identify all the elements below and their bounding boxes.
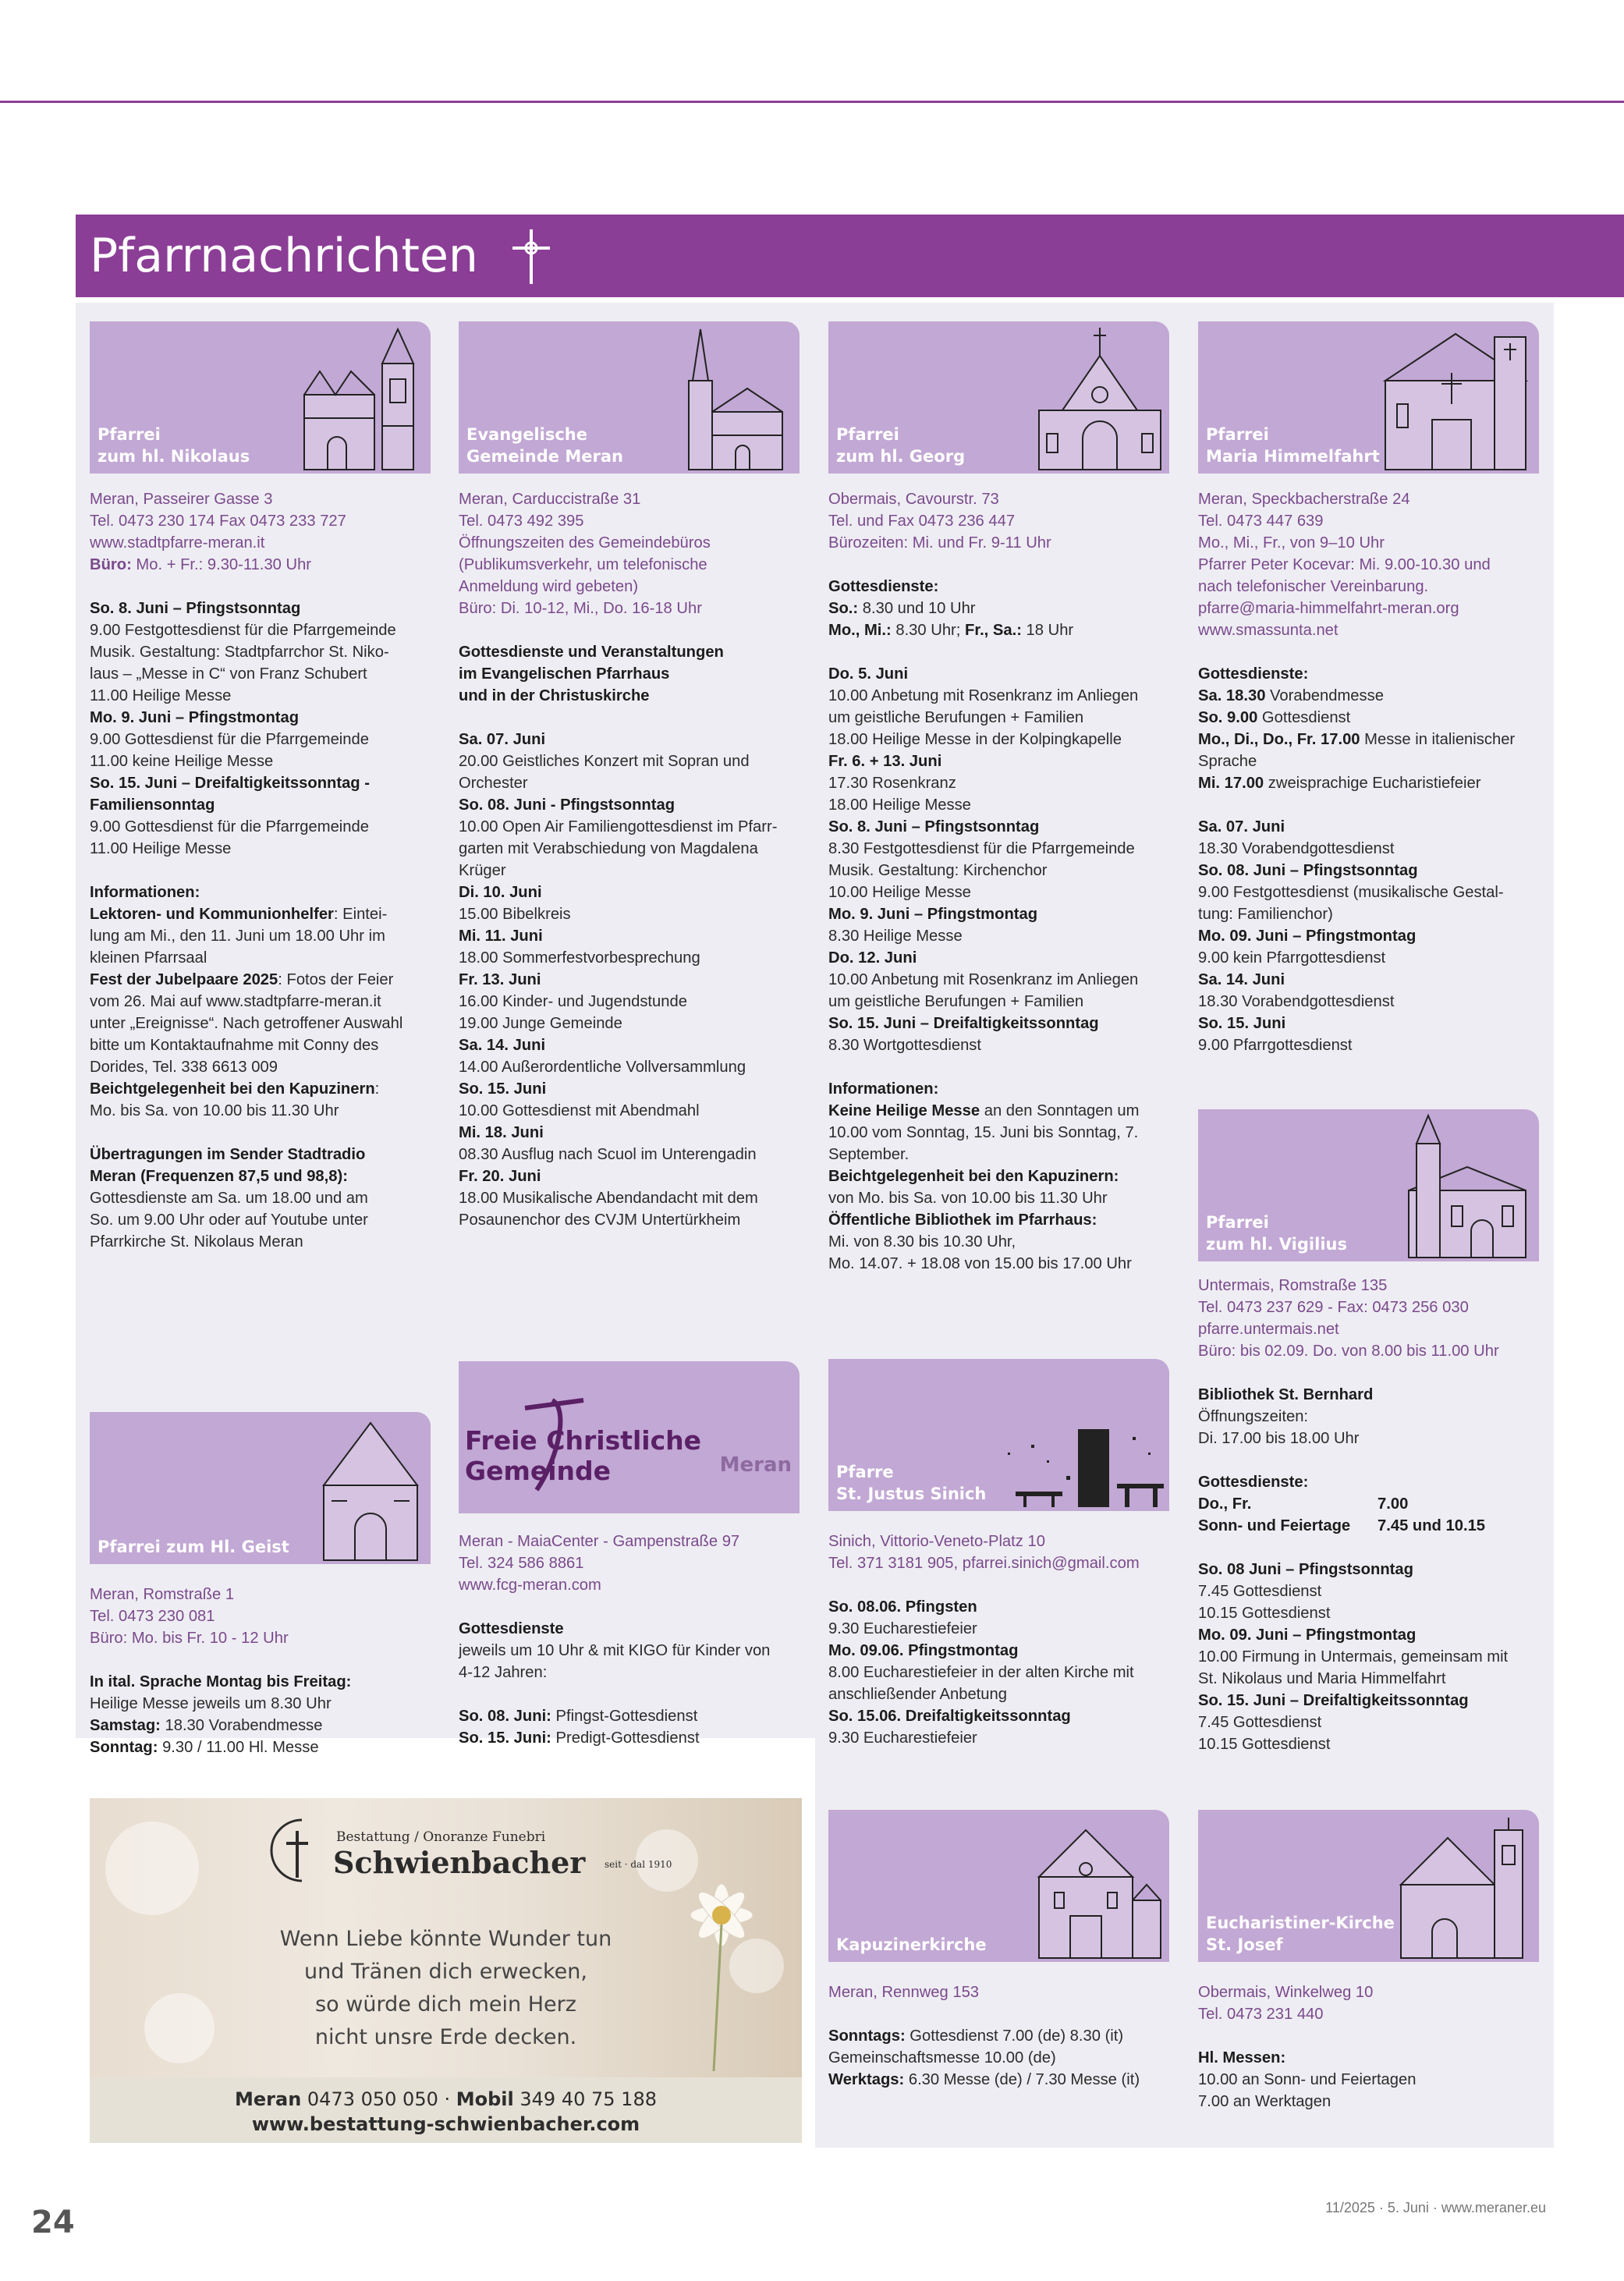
event-heading: So. 8. Juni – Pfingstsonntag <box>828 818 1040 835</box>
event-heading: So. 15. Juni – Dreifaltigkeitssonntag <box>828 1015 1099 1032</box>
card-label: Pfarrei zum hl. Nikolaus <box>98 425 250 466</box>
event-heading: Mi. 11. Juni <box>459 928 543 945</box>
card-label: Eucharistiner-Kirche St. Josef <box>1206 1914 1395 1954</box>
event-heading: So. 08. Juni - Pfingstsonntag <box>459 796 675 814</box>
event-heading: So. 08. Juni – Pfingstsonntag <box>1198 862 1418 879</box>
himmelfahrt-block: Meran, Speckbacherstraße 24 Tel. 0473 447 639 Mo., Mi., Fr., von 9–10 Uhr Pfarrer Peter Kocevar: Mi. 9.00-10.30 und nach telefonischer Vereinbarung. pfarre@maria-himmelfahrt-meran.org www.smassunta.net Gottesdienste: Sa. 18.30 Vorabendmesse So. 9.00 Gottesdienst Mo., Di., Do., Fr. 17.00 Messe in italienischer Sprache Mi. 17.00 zweisprachige Eucharistiefeier Sa. 07. Juni 18.30 Vorabendgottesdienst So. 08. Juni – Pfingstsonntag 9.00 Festgottesdienst (musikalische Gestal- tung: Familienchor) Mo. 09. Juni – Pfingstmontag 9.00 kein Pfarrgottesdienst Sa. 14. Juni 18.30 Vorabendgottesdienst So. 15. Juni 9.00 Pfarrgottesdienst <box>1198 488 1545 1056</box>
event-line: 15.00 Bibelkreis <box>459 906 571 923</box>
cross-icon <box>268 1815 322 1885</box>
justus-block: Sinich, Vittorio-Veneto-Platz 10 Tel. 371 3181 905, pfarrei.sinich@gmail.com So. 08.06. Pfingsten 9.30 Eucharestiefeier Mo. 09.06. Pfingstmontag 8.00 Eucharestiefeier in der alten Kirche mit anschließender Anbetung So. 15.06. Dreifaltigkeitssonntag 9.30 Eucharestiefeier <box>828 1531 1175 1749</box>
event-line: 10.15 Gottesdienst <box>1198 1736 1331 1753</box>
evangelisch-block: Meran, Carduccistraße 31 Tel. 0473 492 395 Öffnungszeiten des Gemeindebüros (Publikumsverkehr, um telefonische Anmeldung wird gebeten) Büro: Di. 10-12, Mi., Do. 16-18 Uhr Gottesdienste und Veranstaltungen im Evangelischen Pfarrhaus und in der Christuskirche Sa. 07. Juni 20.00 Geistliches Konzert mit Sopran und Orchester So. 08. Juni - Pfingstsonntag 10.00 Open Air Familiengottesdienst im Pfarr- garten mit Verabschiedung von Magdalena Krüger Di. 10. Juni 15.00 Bibelkreis Mi. 11. Juni 18.00 Sommerfestvorbesprechung Fr. 13. Juni 16.00 Kinder- und Jugendstunde 19.00 Junge Gemeinde Sa. 14. Juni 14.00 Außerordentliche Vollversammlung So. 15. Juni 10.00 Gottesdienst mit Abendmahl Mi. 18. Juni 08.30 Ausflug nach Scuol im Unterengadin Fr. 20. Juni 18.00 Musikalische Abendandacht mit dem Posaunenchor des CVJM Untertürkheim <box>459 488 806 1231</box>
event-line: Orchester <box>459 775 528 792</box>
church-icon <box>1031 325 1168 473</box>
card-himmelfahrt <box>1198 321 1539 474</box>
event-heading: Sa. 14. Juni <box>459 1037 546 1054</box>
page-title: Pfarrnachrichten <box>90 229 478 283</box>
event-line: 8.30 Wortgottesdienst <box>828 1037 982 1054</box>
card-fcg <box>459 1361 800 1513</box>
event-heading: So. 15. Juni <box>1198 1015 1286 1032</box>
card-nikolaus <box>90 321 431 474</box>
church-icon <box>1393 1112 1537 1261</box>
event-heading: So. 15. Juni – Dreifaltigkeitssonntag <box>1198 1692 1469 1709</box>
event-heading: So. 08 Juni – Pfingstsonntag <box>1198 1561 1413 1578</box>
page-number: 24 <box>31 2205 75 2240</box>
event-line: 10.00 Open Air Familiengottesdienst im Pfarr- <box>459 818 778 835</box>
event-line: 10.00 Anbetung mit Rosenkranz im Anliegen <box>828 687 1139 704</box>
top-rule <box>0 101 1624 103</box>
event-heading: So. 15. Juni <box>459 1080 547 1098</box>
advertisement: Bestattung / Onoranze Funebri Schwienbacher seit · dal 1910 Wenn Liebe könnte Wunder tun und Tränen dich erwecken, so würde dich mein Herz nicht unsre Erde decken. Meran 0473 050 050 · Mobil 349 40 75 188 www.bestattung-schwienbacher.com <box>90 1798 802 2143</box>
event-line: 9.00 kein Pfarrgottesdienst <box>1198 949 1386 967</box>
event-heading: Sa. 07. Juni <box>459 731 546 748</box>
georg-block: Obermais, Cavourstr. 73 Tel. und Fax 0473 236 447 Bürozeiten: Mi. und Fr. 9-11 Uhr Gottesdienste: So.: 8.30 und 10 Uhr Mo., Mi.: 8.30 Uhr; Fr., Sa.: 18 Uhr Do. 5. Juni 10.00 Anbetung mit Rosenkranz im Anliegen um geistliche Berufungen + Familien 18.00 Heilige Messe in der Kolpingkapelle Fr. 6. + 13. Juni 17.30 Rosenkranz 18.00 Heilige Messe So. 8. Juni – Pfingstsonntag 8.30 Festgottesdienst für die Pfarrgemeinde Musik. Gestaltung: Kirchenchor 10.00 Heilige Messe Mo. 9. Juni – Pfingstmontag 8.30 Heilige Messe Do. 12. Juni 10.00 Anbetung mit Rosenkranz im Anliegen um geistliche Berufungen + Familien So. 15. Juni – Dreifaltigkeitssonntag 8.30 Wortgottesdienst Informationen: Keine Heilige Messe an den Sonntagen um 10.00 vom Sonntag, 15. Juni bis Sonntag, 7. September. Beichtgelegenheit bei den Kapuzinern: von Mo. bis Sa. von 10.00 bis 11.30 Uhr Öffentliche Bibliothek im Pfarrhaus: Mi. von 8.30 bis 10.30 Uhr, Mo. 14.07. + 18.08 von 15.00 bis 17.00 Uhr <box>828 488 1175 1275</box>
card-label: Pfarrei zum Hl. Geist <box>98 1538 289 1556</box>
event-heading: Mo. 09. Juni – Pfingstmontag <box>1198 1626 1417 1644</box>
event-line: 7.45 Gottesdienst <box>1198 1714 1322 1731</box>
event-line: 8.30 Festgottesdienst für die Pfarrgemeinde <box>828 840 1135 857</box>
event-line: 8.00 Eucharestiefeier in der alten Kirche mit <box>828 1664 1134 1681</box>
event-line: 17.30 Rosenkranz <box>828 775 956 792</box>
event-line: 18.30 Vorabendgottesdienst <box>1198 993 1395 1010</box>
card-josef <box>1198 1810 1539 1962</box>
event-line: 18.00 Sommerfestvorbesprechung <box>459 949 700 967</box>
event-line: 18.30 Vorabendgottesdienst <box>1198 840 1395 857</box>
event-line: 10.00 Gottesdienst mit Abendmahl <box>459 1102 700 1119</box>
event-line: 18.00 Heilige Messe in der Kolpingkapelle <box>828 731 1122 748</box>
event-line: 10.00 Firmung in Untermais, gemeinsam mit <box>1198 1648 1509 1666</box>
event-line: 9.00 Pfarrgottesdienst <box>1198 1037 1353 1054</box>
brand-name: Schwienbacher <box>333 1845 586 1880</box>
event-line: 16.00 Kinder- und Jugendstunde <box>459 993 687 1010</box>
event-heading: Sa. 14. Juni <box>1198 971 1285 988</box>
event-line: 7.45 Gottesdienst <box>1198 1583 1322 1600</box>
event-line: Krüger <box>459 862 506 879</box>
event-heading: So. 15.06. Dreifaltigkeitssonntag <box>828 1708 1071 1725</box>
event-heading: So. 08.06. Pfingsten <box>828 1598 977 1616</box>
event-heading: Do. 5. Juni <box>828 665 909 683</box>
card-vigilius <box>1198 1109 1539 1261</box>
event-line: anschließender Anbetung <box>828 1686 1007 1703</box>
event-line: 8.30 Heilige Messe <box>828 928 963 945</box>
card-kapuziner <box>828 1810 1169 1962</box>
event-line: tung: Familienchor) <box>1198 906 1333 923</box>
card-justus <box>828 1359 1169 1511</box>
event-heading: Do. 12. Juni <box>828 949 917 967</box>
fcg-logo-sub: Meran <box>719 1453 792 1477</box>
event-heading: Sa. 07. Juni <box>1198 818 1285 835</box>
event-line: St. Nikolaus und Maria Himmelfahrt <box>1198 1670 1446 1687</box>
ad-website[interactable]: www.bestattung-schwienbacher.com <box>251 2113 640 2135</box>
geist-block: Meran, Romstraße 1 Tel. 0473 230 081 Büro: Mo. bis Fr. 10 - 12 Uhr In ital. Sprache Montag bis Freitag: Heilige Messe jeweils um 8.30 Uhr Samstag: 18.30 Vorabendmesse Sonntag: 9.30 / 11.00 Hl. Messe <box>90 1586 352 1756</box>
event-heading: Fr. 6. + 13. Juni <box>828 753 942 770</box>
church-icon <box>669 326 798 473</box>
ad-contact: Meran 0473 050 050 · Mobil 349 40 75 188 www.bestattung-schwienbacher.com <box>90 2077 802 2143</box>
event-line: 08.30 Ausflug nach Scuol im Unterengadin <box>459 1146 757 1163</box>
event-line: Musik. Gestaltung: Kirchenchor <box>828 862 1048 879</box>
church-icon <box>1393 1815 1537 1961</box>
event-heading: Di. 10. Juni <box>459 884 542 901</box>
fcg-logo-text: Freie Christliche Gemeinde <box>465 1425 702 1486</box>
card-geist <box>90 1412 431 1564</box>
kapuziner-block: Meran, Rennweg 153 Sonntags: Gottesdienst 7.00 (de) 8.30 (it) Gemeinschaftsmesse 10.00 (de) Werktags: 6.30 Messe (de) / 7.30 Messe (it) <box>828 1984 1140 2088</box>
event-line: 10.00 Anbetung mit Rosenkranz im Anliegen <box>828 971 1139 988</box>
event-line: um geistliche Berufungen + Familien <box>828 993 1084 1010</box>
card-label: Pfarre St. Justus Sinich <box>836 1463 987 1503</box>
event-line: 9.00 Festgottesdienst (musikalische Gestal- <box>1198 884 1504 901</box>
event-line: 9.30 Eucharestiefeier <box>828 1620 977 1637</box>
event-line: 9.30 Eucharestiefeier <box>828 1729 977 1747</box>
card-georg <box>828 321 1169 474</box>
event-line: Posaunenchor des CVJM Untertürkheim <box>459 1211 741 1229</box>
card-label: Pfarrei zum hl. Georg <box>836 425 966 466</box>
church-ruin-icon <box>1000 1398 1168 1511</box>
josef-block: Obermais, Winkelweg 10 Tel. 0473 231 440 Hl. Messen: 10.00 an Sonn- und Feiertagen 7.00 an Werktagen <box>1198 1984 1417 2110</box>
card-label: Pfarrei Maria Himmelfahrt <box>1206 425 1380 466</box>
church-icon <box>308 1415 429 1563</box>
church-icon <box>296 325 429 473</box>
event-line: garten mit Verabschiedung von Magdalena <box>459 840 758 857</box>
event-heading: Mo. 9. Juni – Pfingstmontag <box>828 906 1038 923</box>
fcg-block: Meran - MaiaCenter - Gampenstraße 97 Tel. 324 586 8861 www.fcg-meran.com Gottesdienste jeweils um 10 Uhr & mit KIGO für Kinder von 4-12 Jahren: So. 08. Juni: Pfingst-Gottesdienst So. 15. Juni: Predigt-Gottesdienst <box>459 1533 771 1747</box>
card-label: Pfarrei zum hl. Vigilius <box>1206 1213 1347 1254</box>
event-heading: Mo. 09. Juni – Pfingstmontag <box>1198 928 1417 945</box>
event-line: um geistliche Berufungen + Familien <box>828 709 1084 726</box>
event-heading: Fr. 13. Juni <box>459 971 541 988</box>
vigilius-block: Untermais, Romstraße 135 Tel. 0473 237 629 - Fax: 0473 256 030 pfarre.untermais.net Büro: bis 02.09. Do. von 8.00 bis 11.00 Uhr Bibliothek St. Bernhard Öffnungszeiten: Di. 17.00 bis 18.00 Uhr Gottesdienste: Do., Fr. 7.00 Sonn- und Feiertage 7.45 und 10.15 So. 08 Juni – Pfingstsonntag 7.45 Gottesdienst 10.15 Gottesdienst Mo. 09. Juni – Pfingstmontag 10.00 Firmung in Untermais, gemeinsam mit St. Nikolaus und Maria Himmelfahrt So. 15. Juni – Dreifaltigkeitssonntag 7.45 Gottesdienst 10.15 Gottesdienst <box>1198 1275 1545 1755</box>
nikolaus-block: Meran, Passeirer Gasse 3 Tel. 0473 230 174 Fax 0473 233 727 www.stadtpfarre-meran.it Büro: Mo. + Fr.: 9.30-11.30 Uhr So. 8. Juni – Pfingstsonntag 9.00 Festgottesdienst für die Pfarrgemeinde Musik. Gestaltung: Stadtpfarrchor St. Niko- laus – „Messe in C“ von Franz Schubert 11.00 Heilige Messe Mo. 9. Juni – Pfingstmontag 9.00 Gottesdienst für die Pfarrgemeinde 11.00 keine Heilige Messe So. 15. Juni – Dreifaltigkeitssonntag - Familiensonntag 9.00 Gottesdienst für die Pfarrgemeinde 11.00 Heilige Messe Informationen: Lektoren- und Kommunionhelfer: Eintei- lung am Mi., den 11. Juni um 18.00 Uhr im kleinen Pfarrsaal Fest der Jubelpaare 2025: Fotos der Feier vom 26. Mai auf www.stadtpfarre-meran.it unter „Ereignisse“. Nach getroffener Auswahl bitte um Kontaktaufnahme mit Conny des Dorides, Tel. 338 6613 009 Beichtgelegenheit bei den Kapuzinern: Mo. bis Sa. von 10.00 bis 11.30 Uhr Übertragungen im Sender Stadtradio Meran (Frequenzen 87,5 und 98,8): Gottesdienste am Sa. um 18.00 und am So. um 9.00 Uhr oder auf Youtube unter Pfarrkirche St. Nikolaus Meran <box>90 491 403 1250</box>
event-line: 20.00 Geistliches Konzert mit Sopran und <box>459 753 750 770</box>
event-line: 14.00 Außerordentliche Vollversammlung <box>459 1059 746 1076</box>
event-line: 18.00 Heilige Messe <box>828 796 971 814</box>
event-heading: Mo. 09.06. Pfingstmontag <box>828 1642 1019 1659</box>
cross-icon <box>508 226 555 286</box>
event-line: 19.00 Junge Gemeinde <box>459 1015 622 1032</box>
event-heading: Mi. 18. Juni <box>459 1124 544 1141</box>
card-label: Evangelische Gemeinde Meran <box>466 425 623 466</box>
church-icon <box>1023 1815 1168 1961</box>
event-heading: Fr. 20. Juni <box>459 1168 541 1185</box>
section-header <box>76 215 1624 297</box>
ad-quote: Wenn Liebe könnte Wunder tun und Tränen dich erwecken, so würde dich mein Herz nicht unsre Erde decken. <box>279 1927 612 2049</box>
card-evangelisch <box>459 321 800 474</box>
card-label: Kapuzinerkirche <box>836 1935 987 1954</box>
event-line: 18.00 Musikalische Abendandacht mit dem <box>459 1190 758 1207</box>
church-icon <box>1378 326 1537 473</box>
event-line: 10.00 Heilige Messe <box>828 884 971 901</box>
event-line: 10.15 Gottesdienst <box>1198 1605 1331 1622</box>
issue-info: 11/2025 · 5. Juni · www.meraner.eu <box>1325 2200 1546 2215</box>
